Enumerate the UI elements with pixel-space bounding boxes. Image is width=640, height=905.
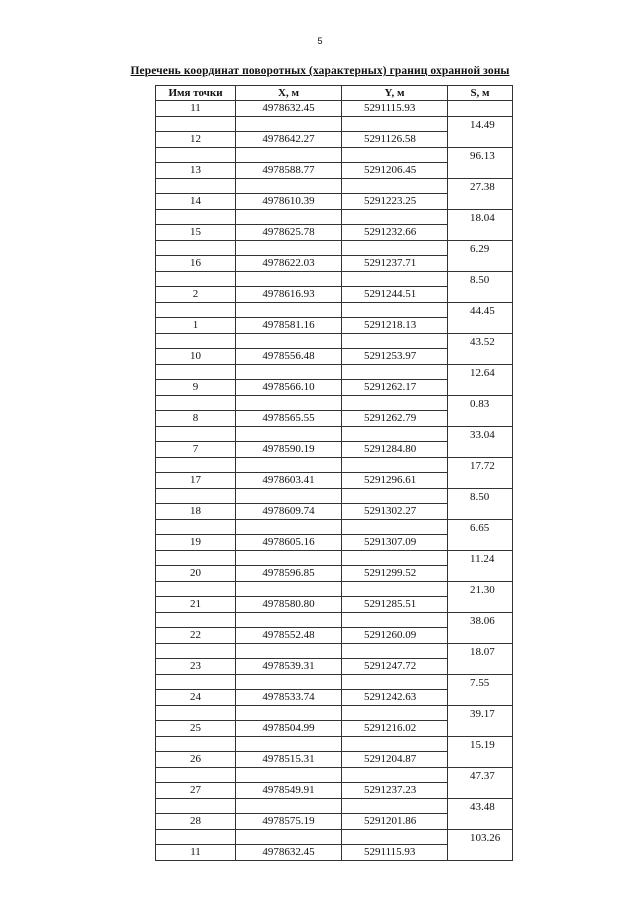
y-coordinate-cell: 5291284.80 — [342, 442, 448, 458]
blank-cell — [156, 519, 236, 535]
blank-cell — [236, 705, 342, 721]
table-row — [156, 256, 513, 272]
distance-cell: 17.72 — [448, 457, 513, 473]
distance-cell: 103.26 — [448, 829, 513, 845]
point-name-cell: 24 — [156, 690, 236, 706]
blank-cell — [448, 194, 513, 210]
table-row-distance — [156, 333, 513, 349]
blank-cell — [342, 209, 448, 225]
blank-cell — [342, 829, 448, 845]
distance-cell: 12.64 — [448, 364, 513, 380]
blank-cell — [342, 395, 448, 411]
blank-cell — [236, 364, 342, 380]
y-coordinate-cell: 5291201.86 — [342, 814, 448, 830]
y-coordinate-cell: 5291299.52 — [342, 566, 448, 582]
blank-cell — [448, 473, 513, 489]
table-row-distance — [156, 550, 513, 566]
y-coordinate-cell: 5291218.13 — [342, 318, 448, 334]
x-coordinate-cell: 4978552.48 — [236, 628, 342, 644]
blank-cell — [342, 674, 448, 690]
blank-cell — [236, 116, 342, 132]
header-s: S, м — [448, 86, 513, 101]
blank-cell — [448, 504, 513, 520]
table-row — [156, 566, 513, 582]
table-row-distance — [156, 271, 513, 287]
blank-cell — [448, 318, 513, 334]
table-row — [156, 783, 513, 799]
blank-cell — [448, 597, 513, 613]
blank-cell — [342, 426, 448, 442]
blank-cell — [342, 736, 448, 752]
blank-cell — [156, 550, 236, 566]
blank-cell — [448, 411, 513, 427]
y-coordinate-cell: 5291302.27 — [342, 504, 448, 520]
y-coordinate-cell: 5291260.09 — [342, 628, 448, 644]
blank-cell — [156, 209, 236, 225]
blank-cell — [342, 550, 448, 566]
blank-cell — [156, 488, 236, 504]
table-row-distance — [156, 116, 513, 132]
distance-cell: 11.24 — [448, 550, 513, 566]
blank-cell — [342, 519, 448, 535]
table-row — [156, 225, 513, 241]
point-name-cell: 13 — [156, 163, 236, 179]
blank-cell — [236, 519, 342, 535]
point-name-cell: 17 — [156, 473, 236, 489]
blank-cell — [236, 581, 342, 597]
blank-cell — [448, 101, 513, 117]
table-row-distance — [156, 519, 513, 535]
point-name-cell: 28 — [156, 814, 236, 830]
table-row — [156, 628, 513, 644]
x-coordinate-cell: 4978565.55 — [236, 411, 342, 427]
x-coordinate-cell: 4978609.74 — [236, 504, 342, 520]
table-row-distance — [156, 240, 513, 256]
table-row — [156, 473, 513, 489]
blank-cell — [156, 147, 236, 163]
x-coordinate-cell: 4978610.39 — [236, 194, 342, 210]
y-coordinate-cell: 5291115.93 — [342, 845, 448, 861]
table-row — [156, 690, 513, 706]
table-row-distance — [156, 209, 513, 225]
point-name-cell: 18 — [156, 504, 236, 520]
point-name-cell: 19 — [156, 535, 236, 551]
x-coordinate-cell: 4978539.31 — [236, 659, 342, 675]
blank-cell — [342, 767, 448, 783]
x-coordinate-cell: 4978515.31 — [236, 752, 342, 768]
point-name-cell: 16 — [156, 256, 236, 272]
table-row — [156, 318, 513, 334]
header-x: X, м — [236, 86, 342, 101]
table-row — [156, 597, 513, 613]
blank-cell — [448, 566, 513, 582]
blank-cell — [342, 612, 448, 628]
distance-cell: 18.07 — [448, 643, 513, 659]
point-name-cell: 26 — [156, 752, 236, 768]
blank-cell — [236, 333, 342, 349]
blank-cell — [156, 271, 236, 287]
blank-cell — [448, 690, 513, 706]
blank-cell — [156, 705, 236, 721]
y-coordinate-cell: 5291285.51 — [342, 597, 448, 613]
blank-cell — [156, 395, 236, 411]
blank-cell — [236, 488, 342, 504]
blank-cell — [236, 209, 342, 225]
point-name-cell: 21 — [156, 597, 236, 613]
blank-cell — [448, 752, 513, 768]
blank-cell — [156, 364, 236, 380]
distance-cell: 8.50 — [448, 271, 513, 287]
distance-cell: 27.38 — [448, 178, 513, 194]
y-coordinate-cell: 5291115.93 — [342, 101, 448, 117]
distance-cell: 18.04 — [448, 209, 513, 225]
blank-cell — [448, 535, 513, 551]
distance-cell: 8.50 — [448, 488, 513, 504]
blank-cell — [236, 829, 342, 845]
point-name-cell: 20 — [156, 566, 236, 582]
blank-cell — [236, 767, 342, 783]
y-coordinate-cell: 5291126.58 — [342, 132, 448, 148]
blank-cell — [236, 302, 342, 318]
distance-cell: 44.45 — [448, 302, 513, 318]
distance-cell: 6.29 — [448, 240, 513, 256]
y-coordinate-cell: 5291204.87 — [342, 752, 448, 768]
blank-cell — [448, 256, 513, 272]
y-coordinate-cell: 5291216.02 — [342, 721, 448, 737]
point-name-cell: 14 — [156, 194, 236, 210]
blank-cell — [342, 488, 448, 504]
header-y: Y, м — [342, 86, 448, 101]
blank-cell — [156, 240, 236, 256]
table-row — [156, 442, 513, 458]
blank-cell — [342, 240, 448, 256]
y-coordinate-cell: 5291244.51 — [342, 287, 448, 303]
x-coordinate-cell: 4978625.78 — [236, 225, 342, 241]
x-coordinate-cell: 4978642.27 — [236, 132, 342, 148]
table-row-distance — [156, 488, 513, 504]
blank-cell — [342, 705, 448, 721]
x-coordinate-cell: 4978596.85 — [236, 566, 342, 582]
x-coordinate-cell: 4978605.16 — [236, 535, 342, 551]
blank-cell — [236, 643, 342, 659]
blank-cell — [156, 612, 236, 628]
blank-cell — [236, 395, 342, 411]
blank-cell — [156, 426, 236, 442]
x-coordinate-cell: 4978603.41 — [236, 473, 342, 489]
blank-cell — [156, 829, 236, 845]
table-row-distance — [156, 302, 513, 318]
point-name-cell: 23 — [156, 659, 236, 675]
blank-cell — [156, 116, 236, 132]
blank-cell — [448, 628, 513, 644]
page-number: 5 — [317, 36, 323, 46]
blank-cell — [236, 271, 342, 287]
point-name-cell: 2 — [156, 287, 236, 303]
point-name-cell: 7 — [156, 442, 236, 458]
x-coordinate-cell: 4978622.03 — [236, 256, 342, 272]
x-coordinate-cell: 4978533.74 — [236, 690, 342, 706]
blank-cell — [448, 814, 513, 830]
x-coordinate-cell: 4978632.45 — [236, 101, 342, 117]
distance-cell: 33.04 — [448, 426, 513, 442]
table-row — [156, 411, 513, 427]
blank-cell — [156, 302, 236, 318]
table-row-distance — [156, 643, 513, 659]
distance-cell: 96.13 — [448, 147, 513, 163]
x-coordinate-cell: 4978504.99 — [236, 721, 342, 737]
y-coordinate-cell: 5291262.79 — [342, 411, 448, 427]
blank-cell — [342, 271, 448, 287]
blank-cell — [448, 783, 513, 799]
table-row — [156, 535, 513, 551]
table-row-distance — [156, 829, 513, 845]
table-row-distance — [156, 705, 513, 721]
x-coordinate-cell: 4978632.45 — [236, 845, 342, 861]
distance-cell: 43.52 — [448, 333, 513, 349]
table-row — [156, 845, 513, 861]
blank-cell — [448, 659, 513, 675]
x-coordinate-cell: 4978580.80 — [236, 597, 342, 613]
blank-cell — [156, 643, 236, 659]
distance-cell: 47.37 — [448, 767, 513, 783]
x-coordinate-cell: 4978590.19 — [236, 442, 342, 458]
table-row — [156, 287, 513, 303]
point-name-cell: 22 — [156, 628, 236, 644]
table-row — [156, 380, 513, 396]
blank-cell — [448, 349, 513, 365]
y-coordinate-cell: 5291206.45 — [342, 163, 448, 179]
blank-cell — [236, 178, 342, 194]
distance-cell: 38.06 — [448, 612, 513, 628]
blank-cell — [236, 550, 342, 566]
x-coordinate-cell: 4978556.48 — [236, 349, 342, 365]
blank-cell — [236, 426, 342, 442]
blank-cell — [342, 147, 448, 163]
blank-cell — [342, 364, 448, 380]
y-coordinate-cell: 5291242.63 — [342, 690, 448, 706]
coordinates-table-body — [156, 101, 513, 861]
blank-cell — [342, 333, 448, 349]
table-row-distance — [156, 426, 513, 442]
blank-cell — [448, 225, 513, 241]
blank-cell — [342, 178, 448, 194]
table-row — [156, 814, 513, 830]
blank-cell — [448, 845, 513, 861]
y-coordinate-cell: 5291237.71 — [342, 256, 448, 272]
blank-cell — [236, 612, 342, 628]
point-name-cell: 10 — [156, 349, 236, 365]
point-name-cell: 11 — [156, 845, 236, 861]
y-coordinate-cell: 5291307.09 — [342, 535, 448, 551]
distance-cell: 39.17 — [448, 705, 513, 721]
distance-cell: 14.49 — [448, 116, 513, 132]
blank-cell — [342, 798, 448, 814]
table-row — [156, 163, 513, 179]
y-coordinate-cell: 5291247.72 — [342, 659, 448, 675]
blank-cell — [342, 116, 448, 132]
blank-cell — [448, 380, 513, 396]
x-coordinate-cell: 4978566.10 — [236, 380, 342, 396]
blank-cell — [156, 674, 236, 690]
distance-cell: 7.55 — [448, 674, 513, 690]
y-coordinate-cell: 5291237.23 — [342, 783, 448, 799]
point-name-cell: 11 — [156, 101, 236, 117]
point-name-cell: 8 — [156, 411, 236, 427]
blank-cell — [156, 333, 236, 349]
distance-cell: 21.30 — [448, 581, 513, 597]
coordinates-table — [155, 85, 513, 861]
y-coordinate-cell: 5291296.61 — [342, 473, 448, 489]
blank-cell — [448, 721, 513, 737]
x-coordinate-cell: 4978588.77 — [236, 163, 342, 179]
table-row-distance — [156, 457, 513, 473]
blank-cell — [236, 147, 342, 163]
blank-cell — [236, 798, 342, 814]
point-name-cell: 9 — [156, 380, 236, 396]
table-row-distance — [156, 674, 513, 690]
header-point-name: Имя точки — [156, 86, 236, 101]
table-row-distance — [156, 798, 513, 814]
table-row — [156, 659, 513, 675]
point-name-cell: 27 — [156, 783, 236, 799]
table-row-distance — [156, 612, 513, 628]
blank-cell — [342, 457, 448, 473]
blank-cell — [156, 767, 236, 783]
x-coordinate-cell: 4978549.91 — [236, 783, 342, 799]
blank-cell — [342, 643, 448, 659]
x-coordinate-cell: 4978575.19 — [236, 814, 342, 830]
blank-cell — [342, 581, 448, 597]
x-coordinate-cell: 4978616.93 — [236, 287, 342, 303]
table-row-distance — [156, 736, 513, 752]
table-row — [156, 101, 513, 117]
blank-cell — [448, 442, 513, 458]
blank-cell — [342, 302, 448, 318]
y-coordinate-cell: 5291262.17 — [342, 380, 448, 396]
y-coordinate-cell: 5291253.97 — [342, 349, 448, 365]
distance-cell: 43.48 — [448, 798, 513, 814]
blank-cell — [236, 457, 342, 473]
table-row — [156, 504, 513, 520]
table-row-distance — [156, 178, 513, 194]
blank-cell — [236, 674, 342, 690]
blank-cell — [448, 163, 513, 179]
table-row-distance — [156, 147, 513, 163]
table-row — [156, 721, 513, 737]
distance-cell: 15.19 — [448, 736, 513, 752]
blank-cell — [156, 736, 236, 752]
blank-cell — [448, 132, 513, 148]
table-row — [156, 194, 513, 210]
x-coordinate-cell: 4978581.16 — [236, 318, 342, 334]
blank-cell — [156, 178, 236, 194]
page-title: Перечень координат поворотных (характерных) границ охранной зоны — [130, 65, 510, 77]
table-row — [156, 132, 513, 148]
point-name-cell: 12 — [156, 132, 236, 148]
table-row-distance — [156, 767, 513, 783]
table-row — [156, 349, 513, 365]
y-coordinate-cell: 5291232.66 — [342, 225, 448, 241]
point-name-cell: 1 — [156, 318, 236, 334]
table-row-distance — [156, 581, 513, 597]
blank-cell — [156, 457, 236, 473]
blank-cell — [236, 240, 342, 256]
y-coordinate-cell: 5291223.25 — [342, 194, 448, 210]
distance-cell: 0.83 — [448, 395, 513, 411]
blank-cell — [236, 736, 342, 752]
blank-cell — [156, 581, 236, 597]
table-row-distance — [156, 395, 513, 411]
point-name-cell: 25 — [156, 721, 236, 737]
distance-cell: 6.65 — [448, 519, 513, 535]
point-name-cell: 15 — [156, 225, 236, 241]
table-row — [156, 752, 513, 768]
table-header-row — [156, 86, 513, 101]
table-row-distance — [156, 364, 513, 380]
blank-cell — [156, 798, 236, 814]
blank-cell — [448, 287, 513, 303]
